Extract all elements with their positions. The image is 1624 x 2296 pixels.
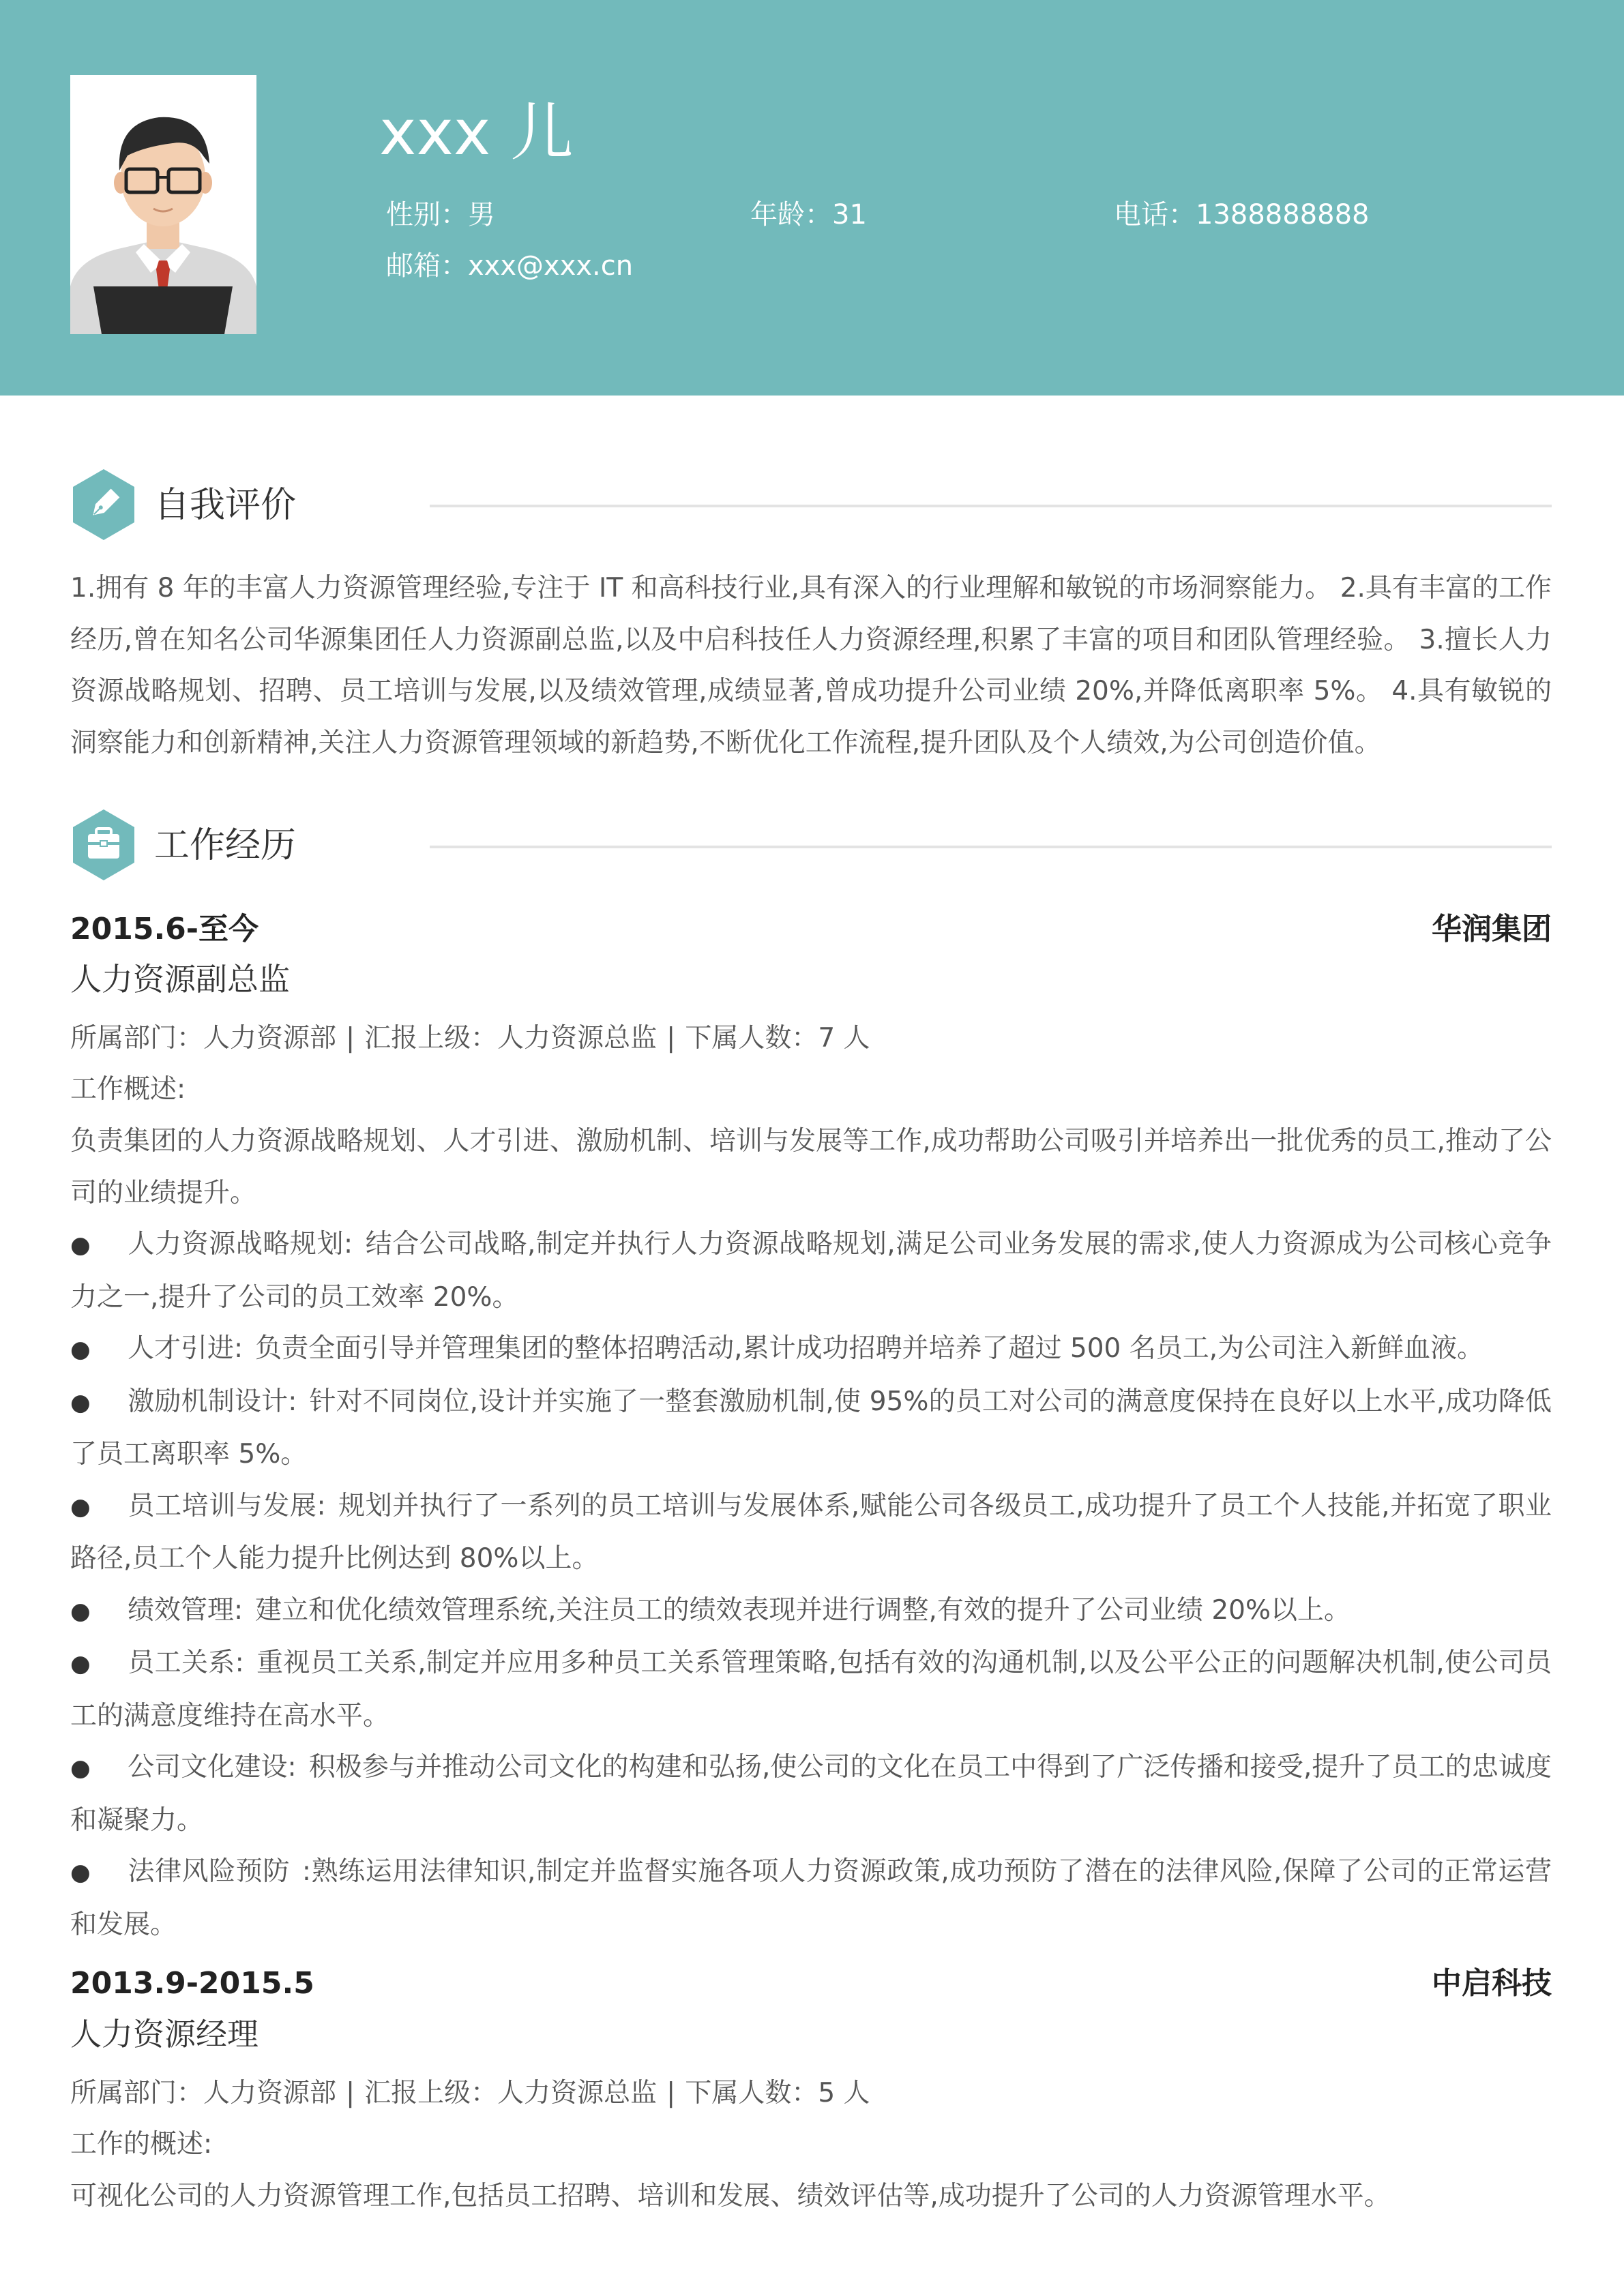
- job-summary-label: 工作的概述:: [70, 2129, 213, 2160]
- bullet-text: 规划并执行了一系列的员工培训与发展体系,赋能公司各级员工,成功提升了员工个人技能,并拓宽了职业路径,员工个人能力提升比例达到 80%以上。: [70, 1490, 1552, 1574]
- pen-nib-icon: [70, 468, 137, 541]
- age-label: 年龄：: [750, 199, 832, 230]
- job-meta: [70, 1018, 870, 1059]
- list-item: [70, 1376, 1552, 1480]
- bullet-text: 针对不同岗位,设计并实施了一整套激励机制,使 95%的员工对公司的满意度保持在良好以上水平,成功降低了员工离职率 5%。: [70, 1386, 1552, 1470]
- age-info: [750, 198, 867, 232]
- bullet-head: 人才引进:: [128, 1333, 243, 1364]
- phone-label: 电话：: [1114, 199, 1196, 230]
- bullet-head: 员工培训与发展:: [128, 1490, 326, 1521]
- job-dept: 所属部门：人力资源部: [70, 1023, 337, 1054]
- bullet-head: 法律风险预防: [128, 1856, 290, 1887]
- bullet-head: 激励机制设计:: [128, 1386, 297, 1417]
- meta-divider: |: [666, 2078, 676, 2108]
- gender-info: [386, 198, 495, 232]
- list-item: [70, 1585, 1552, 1638]
- job-title: 人力资源经理: [70, 2016, 259, 2053]
- job-report: 汇报上级：人力资源总监: [364, 2078, 658, 2108]
- list-item: [70, 1742, 1552, 1846]
- list-item: [70, 1846, 1552, 1950]
- bullet-text: 重视员工关系,制定并应用多种员工关系管理策略,包括有效的沟通机制,以及公平公正的问题解决机制,使公司员工的满意度维持在高水平。: [70, 1648, 1552, 1731]
- list-item: [70, 1219, 1552, 1323]
- section-divider: [430, 846, 1552, 848]
- job-company: 华润集团: [1432, 912, 1552, 946]
- job-meta: [70, 2073, 870, 2114]
- gender-label: 性别：: [386, 199, 468, 230]
- job-summary: 可视化公司的人力资源管理工作,包括员工招聘、培训和发展、绩效评估等,成功提升了公司的人力资源管理水平。: [70, 2181, 1391, 2211]
- job-title: 人力资源副总监: [70, 961, 290, 998]
- phone-info: [1114, 198, 1370, 232]
- bullet-dot: ●: [70, 1597, 91, 1625]
- job-company: 中启科技: [1432, 1966, 1552, 2001]
- bullet-text: 负责全面引导并管理集团的整体招聘活动,累计成功招聘并培养了超过 500 名员工,为公司注入新鲜血液。: [255, 1333, 1484, 1364]
- job-report: 汇报上级：人力资源总监: [364, 1023, 658, 1054]
- meta-divider: |: [666, 1023, 676, 1054]
- bullet-head: 人力资源战略规划:: [128, 1229, 353, 1259]
- avatar: [70, 75, 256, 334]
- avatar-illustration: [70, 75, 256, 334]
- section-title-work: 工作经历: [154, 825, 297, 866]
- gender-value: 男: [468, 199, 495, 230]
- bullet-head: 绩效管理:: [128, 1594, 243, 1626]
- bullet-text: :熟练运用法律知识,制定并监督实施各项人力资源政策,成功预防了潜在的法律风险,保障了公司的正常运营和发展。: [70, 1856, 1552, 1940]
- job-date: 2013.9-2015.5: [70, 1966, 314, 2001]
- self-eval-text: 1.拥有 8 年的丰富人力资源管理经验,专注于 IT 和高科技行业,具有深入的行业理解和敏锐的市场洞察能力。 2.具有丰富的工作经历,曾在知名公司华源集团任人力资源副总监,以及中启科技任人力资源经理,积累了丰富的项目和团队管理经验。 3.擅长人力资源战略规划、招聘、员工培训与发展,以及绩效管理,成绩显著,曾成功提升公司业绩 20%,并降低离职率 5%。 4.具有敏锐的洞察能力和创新精神,关注人力资源管理领域的新趋势,不断优化工作流程,提升团队及个人绩效,为公司创造价值。: [70, 573, 1552, 758]
- job-subordinates: 下属人数：5 人: [685, 2078, 870, 2108]
- job-subordinates: 下属人数：7 人: [685, 1023, 870, 1054]
- bullet-dot: ●: [70, 1859, 91, 1886]
- list-item: [70, 1637, 1552, 1742]
- bullet-dot: ●: [70, 1232, 91, 1259]
- person-name: xxx 儿: [379, 96, 574, 169]
- email-info: [386, 249, 633, 283]
- bullet-dot: ●: [70, 1650, 91, 1678]
- meta-divider: |: [346, 2078, 355, 2108]
- briefcase-icon: [70, 808, 137, 882]
- bullet-head: 员工关系:: [128, 1648, 244, 1678]
- bullet-dot: ●: [70, 1388, 91, 1416]
- bullet-text: 结合公司战略,制定并执行人力资源战略规划,满足公司业务发展的需求,使人力资源成为公司核心竞争力之一,提升了公司的员工效率 20%。: [70, 1229, 1552, 1313]
- bullet-text: 积极参与并推动公司文化的构建和弘扬,使公司的文化在员工中得到了广泛传播和接受,提升了员工的忠诚度和凝聚力。: [70, 1752, 1552, 1836]
- meta-divider: |: [346, 1023, 355, 1054]
- bullet-dot: ●: [70, 1336, 91, 1363]
- job-summary-label: 工作概述:: [70, 1074, 186, 1105]
- age-value: 31: [832, 199, 867, 230]
- section-title-self-eval: 自我评价: [154, 485, 297, 526]
- list-item: [70, 1480, 1552, 1585]
- bullet-dot: ●: [70, 1493, 91, 1521]
- bullet-head: 公司文化建设:: [128, 1752, 297, 1783]
- list-item: [70, 1323, 1552, 1376]
- email-value: xxx@xxx.cn: [468, 250, 634, 282]
- job-dept: 所属部门：人力资源部: [70, 2078, 337, 2108]
- bullet-dot: ●: [70, 1755, 91, 1782]
- job-date: 2015.6-至今: [70, 912, 259, 946]
- email-label: 邮箱：: [386, 250, 468, 282]
- job-summary: 负责集团的人力资源战略规划、人才引进、激励机制、培训与发展等工作,成功帮助公司吸引并培养出一批优秀的员工,推动了公司的业绩提升。: [70, 1126, 1552, 1208]
- bullet-text: 建立和优化绩效管理系统,关注员工的绩效表现并进行调整,有效的提升了公司业绩 20%以上。: [255, 1594, 1351, 1626]
- phone-value: 1388888888: [1196, 199, 1370, 230]
- section-divider: [430, 505, 1552, 507]
- job-bullet-list: [70, 1219, 1552, 1950]
- profile-header: [0, 0, 1624, 396]
